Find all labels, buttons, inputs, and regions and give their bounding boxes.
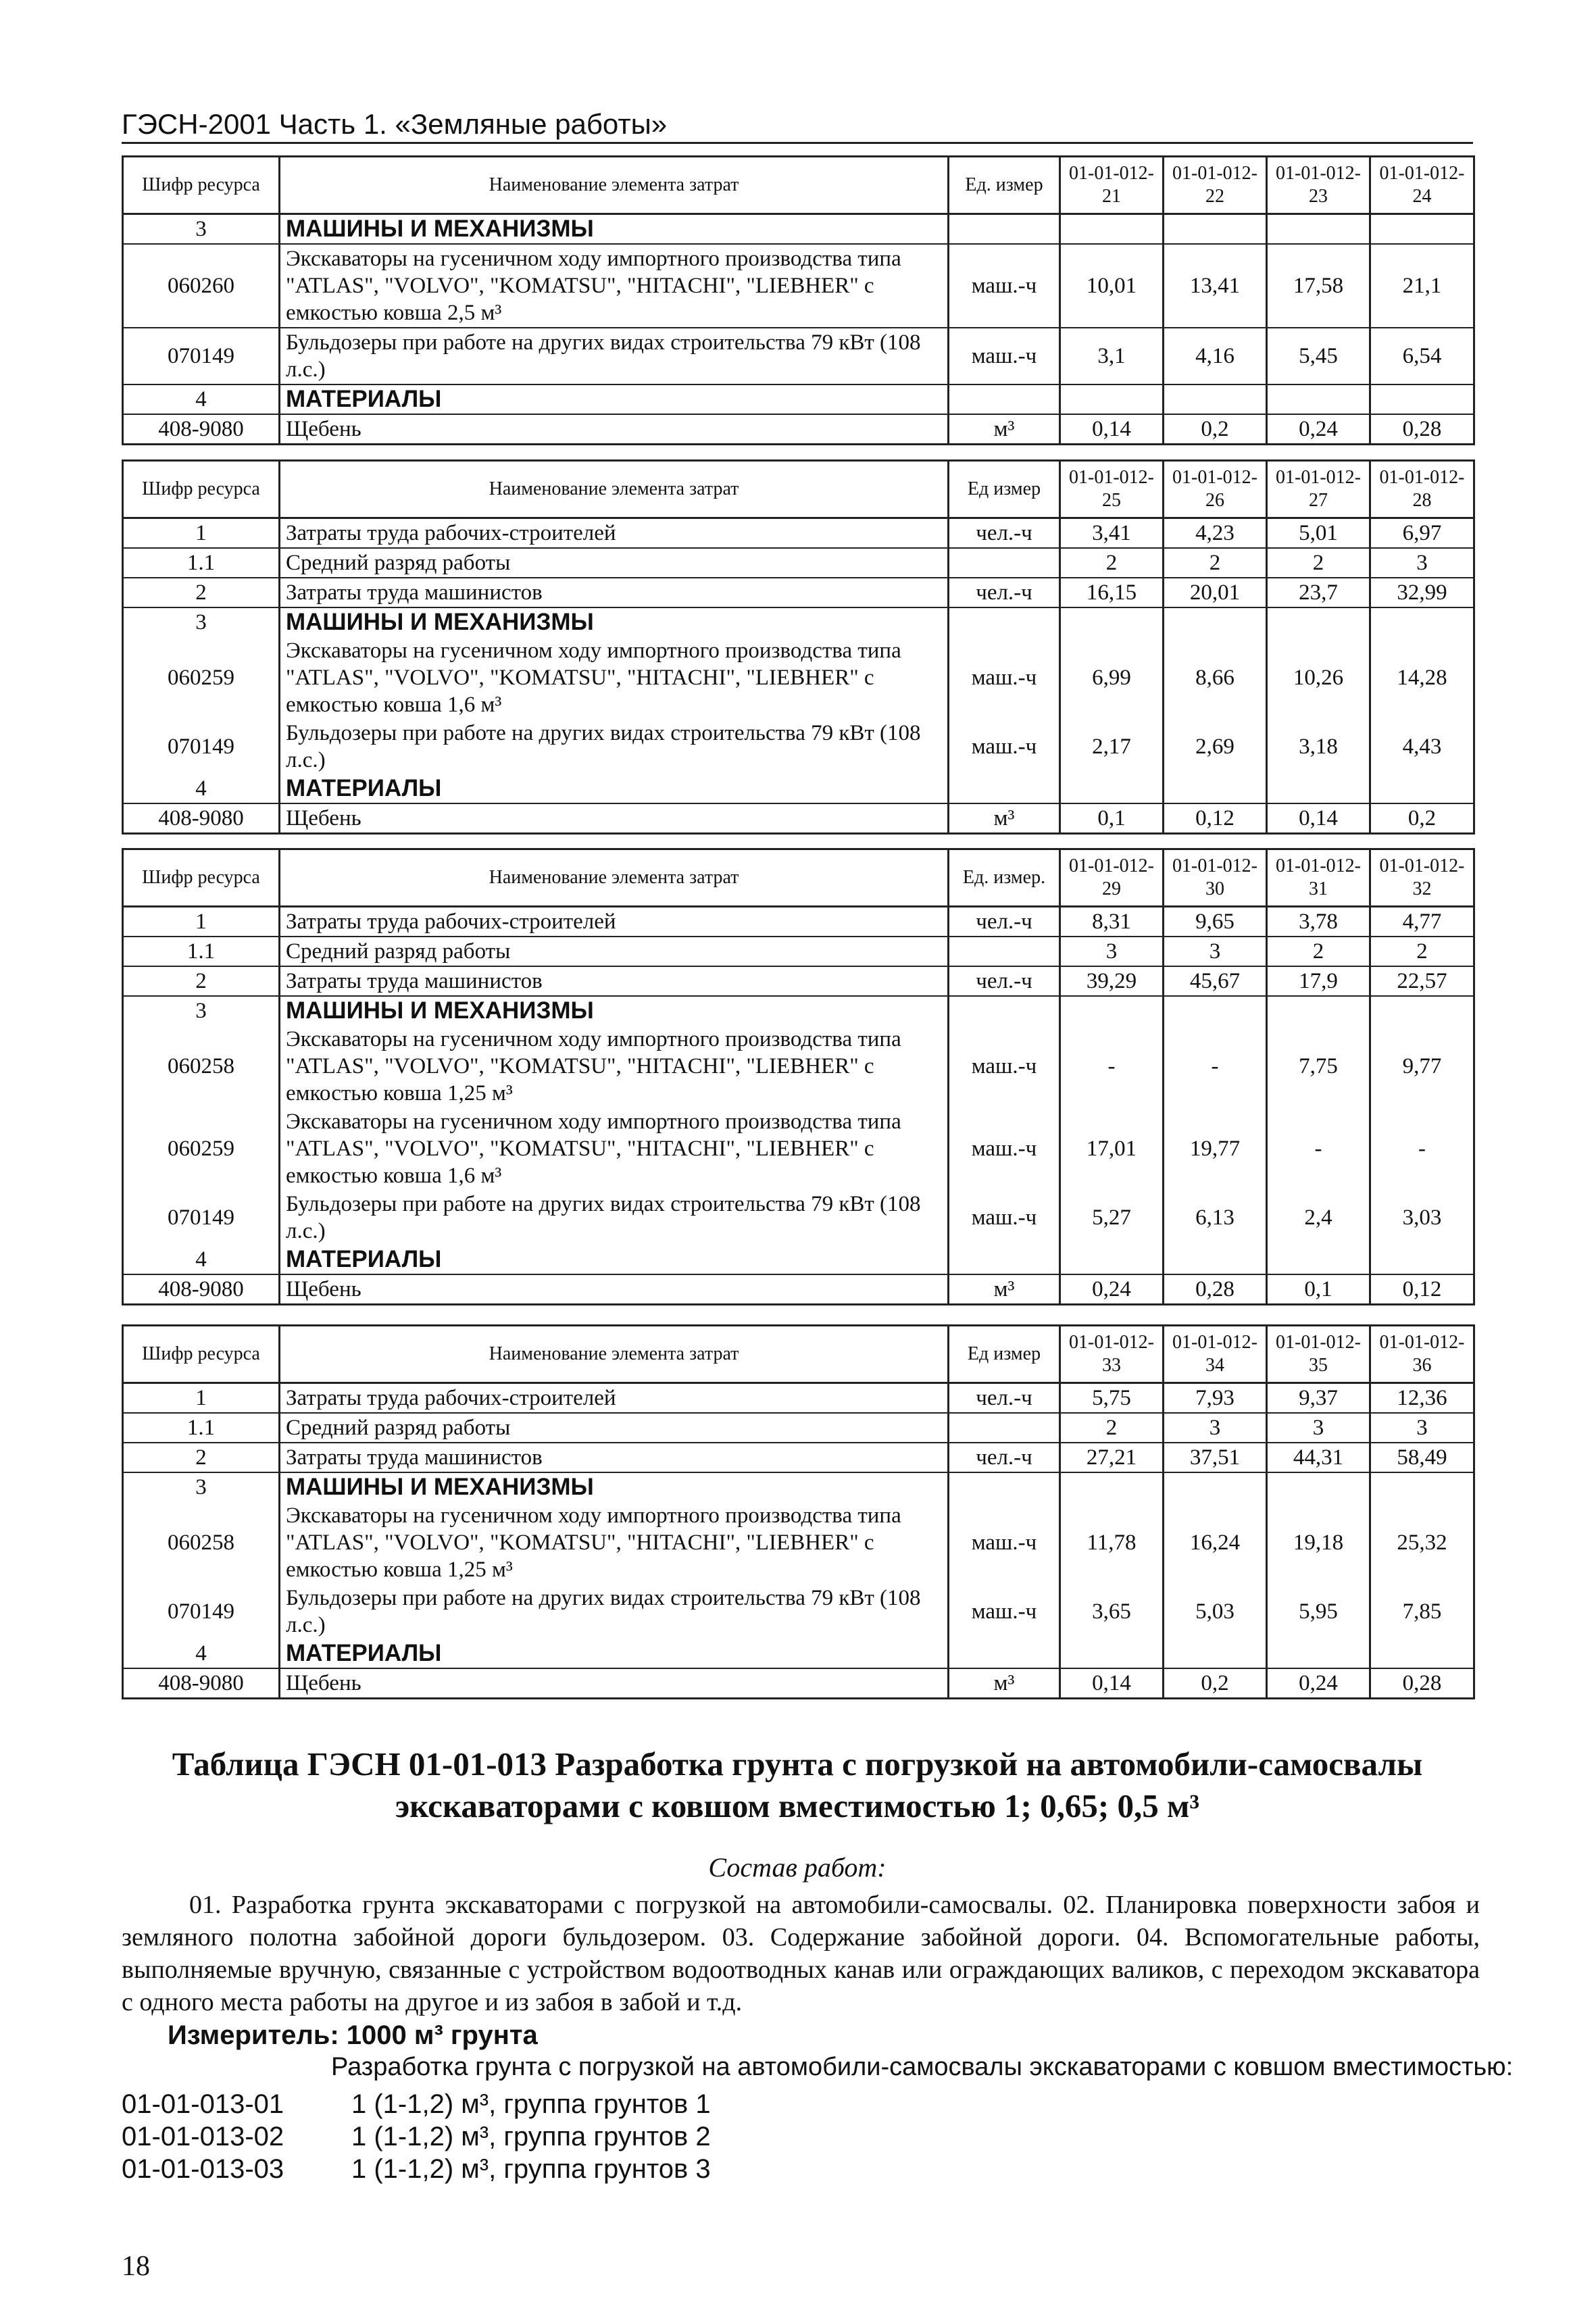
value-cell bbox=[1164, 1245, 1267, 1274]
value-cell: 10,01 bbox=[1060, 244, 1164, 328]
table-row bbox=[123, 384, 1474, 414]
unit-cell bbox=[949, 1245, 1060, 1274]
category-heading-cell: МАШИНЫ И МЕХАНИЗМЫ bbox=[280, 996, 949, 1025]
unit-cell bbox=[949, 1472, 1060, 1501]
value-cell bbox=[1370, 774, 1474, 803]
table-row bbox=[123, 1668, 1474, 1699]
column-header-rate: 01-01-012-28 bbox=[1370, 461, 1474, 518]
value-cell bbox=[1267, 384, 1370, 414]
value-cell: 4,23 bbox=[1164, 518, 1267, 549]
unit-cell bbox=[949, 607, 1060, 637]
resource-code-cell: 4 bbox=[123, 1245, 280, 1274]
value-cell: 3 bbox=[1164, 1413, 1267, 1443]
resource-name-cell: Затраты труда машинистов bbox=[280, 578, 949, 607]
table-row bbox=[123, 548, 1474, 578]
resource-code-cell: 2 bbox=[123, 1443, 280, 1472]
value-cell bbox=[1267, 996, 1370, 1025]
column-header-unit: Ед измер bbox=[949, 461, 1060, 518]
value-cell: 6,13 bbox=[1164, 1190, 1267, 1245]
value-cell bbox=[1164, 384, 1267, 414]
value-cell: 0,28 bbox=[1164, 1274, 1267, 1305]
column-header-code: Шифр ресурса bbox=[123, 1326, 280, 1383]
value-cell bbox=[1370, 214, 1474, 245]
resource-code-cell: 1.1 bbox=[123, 548, 280, 578]
unit-cell bbox=[949, 214, 1060, 245]
resource-code-cell: 408-9080 bbox=[123, 803, 280, 834]
column-header-rate: 01-01-012-27 bbox=[1267, 461, 1370, 518]
resource-code-cell: 408-9080 bbox=[123, 1668, 280, 1699]
table-row bbox=[123, 774, 1474, 803]
value-cell: 0,14 bbox=[1060, 1668, 1164, 1699]
value-cell: 3,03 bbox=[1370, 1190, 1474, 1245]
resource-code-cell: 2 bbox=[123, 966, 280, 996]
category-heading-cell: МАТЕРИАЛЫ bbox=[280, 774, 949, 803]
unit-cell: м³ bbox=[949, 803, 1060, 834]
rate-line bbox=[122, 2089, 711, 2120]
value-cell: - bbox=[1267, 1107, 1370, 1190]
value-cell bbox=[1060, 774, 1164, 803]
table-row bbox=[123, 1501, 1474, 1584]
unit-cell: м³ bbox=[949, 1668, 1060, 1699]
resource-table bbox=[122, 1324, 1475, 1699]
table-row bbox=[123, 966, 1474, 996]
resource-name-cell: Экскаваторы на гусеничном ходу импортного производства типа "ATLAS", "VOLVO", "KOMATSU", "HITACHI", "LIEBHER" с емкостью ковша 2,5 м³ bbox=[280, 244, 949, 328]
value-cell bbox=[1370, 996, 1474, 1025]
table-row bbox=[123, 1274, 1474, 1305]
value-cell: 2,4 bbox=[1267, 1190, 1370, 1245]
value-cell bbox=[1267, 774, 1370, 803]
unit-cell bbox=[949, 384, 1060, 414]
resource-code-cell: 4 bbox=[123, 774, 280, 803]
rate-line bbox=[122, 2154, 711, 2185]
resource-code-cell: 060259 bbox=[123, 637, 280, 719]
rate-code: 01-01-013-03 bbox=[122, 2154, 284, 2184]
value-cell bbox=[1164, 1639, 1267, 1668]
value-cell: 23,7 bbox=[1267, 578, 1370, 607]
value-cell: 7,93 bbox=[1164, 1383, 1267, 1414]
value-cell: 10,26 bbox=[1267, 637, 1370, 719]
value-cell: 3,41 bbox=[1060, 518, 1164, 549]
unit-cell: маш.-ч bbox=[949, 637, 1060, 719]
rate-text: 1 (1-1,2) м³, группа грунтов 2 bbox=[351, 2122, 711, 2151]
table-row bbox=[123, 1472, 1474, 1501]
table-row bbox=[123, 607, 1474, 637]
value-cell: 0,28 bbox=[1370, 1668, 1474, 1699]
value-cell: 21,1 bbox=[1370, 244, 1474, 328]
value-cell: 9,77 bbox=[1370, 1025, 1474, 1107]
value-cell bbox=[1370, 607, 1474, 637]
resource-name-cell: Бульдозеры при работе на других видах строительства 79 кВт (108 л.с.) bbox=[280, 719, 949, 774]
value-cell: 45,67 bbox=[1164, 966, 1267, 996]
table-row bbox=[123, 1245, 1474, 1274]
value-cell: 14,28 bbox=[1370, 637, 1474, 719]
unit-cell: м³ bbox=[949, 414, 1060, 445]
resource-code-cell: 060260 bbox=[123, 244, 280, 328]
value-cell: 20,01 bbox=[1164, 578, 1267, 607]
value-cell: 8,31 bbox=[1060, 907, 1164, 937]
resource-name-cell: Средний разряд работы bbox=[280, 548, 949, 578]
column-header-rate: 01-01-012-25 bbox=[1060, 461, 1164, 518]
column-header-code: Шифр ресурса bbox=[123, 157, 280, 214]
value-cell: 16,15 bbox=[1060, 578, 1164, 607]
value-cell: 5,45 bbox=[1267, 328, 1370, 384]
table-row bbox=[123, 1190, 1474, 1245]
value-cell bbox=[1370, 384, 1474, 414]
resource-code-cell: 070149 bbox=[123, 719, 280, 774]
value-cell: 37,51 bbox=[1164, 1443, 1267, 1472]
value-cell: 3 bbox=[1164, 937, 1267, 966]
value-cell bbox=[1267, 1245, 1370, 1274]
resource-name-cell: Бульдозеры при работе на других видах строительства 79 кВт (108 л.с.) bbox=[280, 1584, 949, 1639]
value-cell: 5,75 bbox=[1060, 1383, 1164, 1414]
value-cell bbox=[1267, 214, 1370, 245]
resource-name-cell: Щебень bbox=[280, 414, 949, 445]
value-cell: 19,77 bbox=[1164, 1107, 1267, 1190]
resource-code-cell: 060258 bbox=[123, 1501, 280, 1584]
table-header-row bbox=[123, 157, 1474, 214]
value-cell: 3 bbox=[1060, 937, 1164, 966]
unit-cell: маш.-ч bbox=[949, 1107, 1060, 1190]
value-cell: 44,31 bbox=[1267, 1443, 1370, 1472]
value-cell: 4,77 bbox=[1370, 907, 1474, 937]
unit-cell: м³ bbox=[949, 1274, 1060, 1305]
value-cell: 2 bbox=[1370, 937, 1474, 966]
column-header-name: Наименование элемента затрат bbox=[280, 461, 949, 518]
resource-name-cell: Затраты труда рабочих-строителей bbox=[280, 907, 949, 937]
meter-line: Измеритель: 1000 м³ грунта bbox=[168, 2020, 538, 2050]
resource-code-cell: 1.1 bbox=[123, 1413, 280, 1443]
value-cell: 0,1 bbox=[1060, 803, 1164, 834]
rate-line bbox=[122, 2122, 711, 2152]
resource-name-cell: Затраты труда рабочих-строителей bbox=[280, 518, 949, 549]
column-header-rate: 01-01-012-26 bbox=[1164, 461, 1267, 518]
unit-cell: маш.-ч bbox=[949, 719, 1060, 774]
resource-name-cell: Экскаваторы на гусеничном ходу импортного производства типа "ATLAS", "VOLVO", "KOMATSU", "HITACHI", "LIEBHER" с емкостью ковша 1,25 м³ bbox=[280, 1025, 949, 1107]
column-header-rate: 01-01-012-33 bbox=[1060, 1326, 1164, 1383]
value-cell bbox=[1164, 774, 1267, 803]
unit-cell bbox=[949, 1639, 1060, 1668]
table-header-row bbox=[123, 1326, 1474, 1383]
composition-text: 01. Разработка грунта экскаваторами с погрузкой на автомобили-самосвалы. 02. Планировка поверхности забоя и земляного полотна забойной дороги бульдозером. 03. Содержание забойной дороги. 04. Вспомогательные работы, выполняемые вручную, связанные с устройством водоотводных канав или ограждающих валиков, с переходом экскаватора с одного места работы на другое и из забоя в забой и т.д. bbox=[122, 1891, 1480, 2016]
column-header-name: Наименование элемента затрат bbox=[280, 157, 949, 214]
value-cell: 5,27 bbox=[1060, 1190, 1164, 1245]
value-cell: 7,75 bbox=[1267, 1025, 1370, 1107]
resource-code-cell: 1 bbox=[123, 907, 280, 937]
value-cell: 2,17 bbox=[1060, 719, 1164, 774]
value-cell: 25,32 bbox=[1370, 1501, 1474, 1584]
value-cell: 4,43 bbox=[1370, 719, 1474, 774]
value-cell: 2 bbox=[1267, 937, 1370, 966]
page-number: 18 bbox=[122, 2251, 150, 2282]
value-cell: 11,78 bbox=[1060, 1501, 1164, 1584]
table-row bbox=[123, 1383, 1474, 1414]
table-row bbox=[123, 1107, 1474, 1190]
table-row bbox=[123, 1639, 1474, 1668]
unit-cell: чел.-ч bbox=[949, 518, 1060, 549]
value-cell bbox=[1060, 384, 1164, 414]
column-header-rate: 01-01-012-24 bbox=[1370, 157, 1474, 214]
column-header-rate: 01-01-012-21 bbox=[1060, 157, 1164, 214]
value-cell: - bbox=[1370, 1107, 1474, 1190]
table-row bbox=[123, 996, 1474, 1025]
value-cell: 17,9 bbox=[1267, 966, 1370, 996]
value-cell: 3 bbox=[1370, 548, 1474, 578]
value-cell: 39,29 bbox=[1060, 966, 1164, 996]
column-header-rate: 01-01-012-23 bbox=[1267, 157, 1370, 214]
table-row bbox=[123, 719, 1474, 774]
value-cell: 6,99 bbox=[1060, 637, 1164, 719]
value-cell: 3,18 bbox=[1267, 719, 1370, 774]
value-cell: 2 bbox=[1267, 548, 1370, 578]
column-header-code: Шифр ресурса bbox=[123, 849, 280, 907]
unit-cell: чел.-ч bbox=[949, 1383, 1060, 1414]
unit-cell: маш.-ч bbox=[949, 244, 1060, 328]
unit-cell: чел.-ч bbox=[949, 966, 1060, 996]
unit-cell: чел.-ч bbox=[949, 907, 1060, 937]
column-header-rate: 01-01-012-34 bbox=[1164, 1326, 1267, 1383]
value-cell bbox=[1060, 214, 1164, 245]
rates-intro: Разработка грунта с погрузкой на автомобили-самосвалы экскаваторами с ковшом вместимостью: bbox=[331, 2053, 1514, 2081]
unit-cell: маш.-ч bbox=[949, 1584, 1060, 1639]
value-cell bbox=[1060, 607, 1164, 637]
value-cell: 17,01 bbox=[1060, 1107, 1164, 1190]
value-cell: 9,37 bbox=[1267, 1383, 1370, 1414]
resource-code-cell: 3 bbox=[123, 996, 280, 1025]
value-cell: 3,78 bbox=[1267, 907, 1370, 937]
value-cell bbox=[1370, 1472, 1474, 1501]
value-cell bbox=[1164, 607, 1267, 637]
value-cell: 19,18 bbox=[1267, 1501, 1370, 1584]
resource-name-cell: Затраты труда рабочих-строителей bbox=[280, 1383, 949, 1414]
resource-name-cell: Экскаваторы на гусеничном ходу импортного производства типа "ATLAS", "VOLVO", "KOMATSU", "HITACHI", "LIEBHER" с емкостью ковша 1,6 м³ bbox=[280, 637, 949, 719]
resource-code-cell: 060258 bbox=[123, 1025, 280, 1107]
value-cell bbox=[1370, 1639, 1474, 1668]
resource-code-cell: 070149 bbox=[123, 328, 280, 384]
resource-table bbox=[122, 155, 1475, 445]
table-row bbox=[123, 637, 1474, 719]
resource-name-cell: Экскаваторы на гусеничном ходу импортного производства типа "ATLAS", "VOLVO", "KOMATSU", "HITACHI", "LIEBHER" с емкостью ковша 1,25 м³ bbox=[280, 1501, 949, 1584]
resource-code-cell: 3 bbox=[123, 607, 280, 637]
resource-code-cell: 060259 bbox=[123, 1107, 280, 1190]
value-cell: 6,97 bbox=[1370, 518, 1474, 549]
column-header-rate: 01-01-012-32 bbox=[1370, 849, 1474, 907]
resource-code-cell: 408-9080 bbox=[123, 1274, 280, 1305]
resource-name-cell: Затраты труда машинистов bbox=[280, 1443, 949, 1472]
resource-name-cell: Бульдозеры при работе на других видах строительства 79 кВт (108 л.с.) bbox=[280, 328, 949, 384]
composition-label: Состав работ: bbox=[708, 1852, 887, 1883]
value-cell: 0,14 bbox=[1060, 414, 1164, 445]
value-cell: 0,14 bbox=[1267, 803, 1370, 834]
column-header-name: Наименование элемента затрат bbox=[280, 849, 949, 907]
unit-cell: чел.-ч bbox=[949, 1443, 1060, 1472]
resource-name-cell: Затраты труда машинистов bbox=[280, 966, 949, 996]
table-header-row bbox=[123, 849, 1474, 907]
value-cell: 7,85 bbox=[1370, 1584, 1474, 1639]
category-heading-cell: МАТЕРИАЛЫ bbox=[280, 1245, 949, 1274]
table-row bbox=[123, 214, 1474, 245]
value-cell: 13,41 bbox=[1164, 244, 1267, 328]
value-cell bbox=[1267, 607, 1370, 637]
value-cell: 4,16 bbox=[1164, 328, 1267, 384]
value-cell: 0,2 bbox=[1164, 1668, 1267, 1699]
column-header-rate: 01-01-012-35 bbox=[1267, 1326, 1370, 1383]
resource-code-cell: 4 bbox=[123, 1639, 280, 1668]
section-title: Таблица ГЭСН 01-01-013 Разработка грунта с погрузкой на автомобили-самосвалы экскаваторами с ковшом вместимостью 1; 0,65; 0,5 м³ bbox=[172, 1745, 1423, 1824]
resource-code-cell: 3 bbox=[123, 1472, 280, 1501]
column-header-rate: 01-01-012-31 bbox=[1267, 849, 1370, 907]
column-header-unit: Ед. измер. bbox=[949, 849, 1060, 907]
resource-table bbox=[122, 459, 1475, 835]
column-header-code: Шифр ресурса bbox=[123, 461, 280, 518]
value-cell bbox=[1164, 214, 1267, 245]
column-header-rate: 01-01-012-22 bbox=[1164, 157, 1267, 214]
resource-code-cell: 2 bbox=[123, 578, 280, 607]
resource-code-cell: 4 bbox=[123, 384, 280, 414]
category-heading-cell: МАШИНЫ И МЕХАНИЗМЫ bbox=[280, 214, 949, 245]
value-cell: 0,24 bbox=[1267, 414, 1370, 445]
column-header-unit: Ед. измер bbox=[949, 157, 1060, 214]
value-cell: 32,99 bbox=[1370, 578, 1474, 607]
unit-cell: чел.-ч bbox=[949, 578, 1060, 607]
rate-code: 01-01-013-02 bbox=[122, 2122, 284, 2151]
value-cell: 22,57 bbox=[1370, 966, 1474, 996]
value-cell: - bbox=[1060, 1025, 1164, 1107]
value-cell bbox=[1060, 1472, 1164, 1501]
value-cell: 3,65 bbox=[1060, 1584, 1164, 1639]
value-cell: 0,1 bbox=[1267, 1274, 1370, 1305]
table-row bbox=[123, 328, 1474, 384]
rate-text: 1 (1-1,2) м³, группа грунтов 1 bbox=[351, 2089, 711, 2119]
value-cell: 0,2 bbox=[1370, 803, 1474, 834]
table-row bbox=[123, 414, 1474, 445]
resource-code-cell: 070149 bbox=[123, 1584, 280, 1639]
rate-code: 01-01-013-01 bbox=[122, 2089, 284, 2119]
column-header-rate: 01-01-012-36 bbox=[1370, 1326, 1474, 1383]
resource-name-cell: Средний разряд работы bbox=[280, 937, 949, 966]
value-cell: 2 bbox=[1060, 548, 1164, 578]
value-cell: 3,1 bbox=[1060, 328, 1164, 384]
resource-name-cell: Средний разряд работы bbox=[280, 1413, 949, 1443]
resource-code-cell: 1.1 bbox=[123, 937, 280, 966]
value-cell: 16,24 bbox=[1164, 1501, 1267, 1584]
unit-cell: маш.-ч bbox=[949, 1501, 1060, 1584]
table-row bbox=[123, 578, 1474, 607]
unit-cell bbox=[949, 1413, 1060, 1443]
value-cell: 2 bbox=[1164, 548, 1267, 578]
value-cell: 8,66 bbox=[1164, 637, 1267, 719]
column-header-unit: Ед измер bbox=[949, 1326, 1060, 1383]
unit-cell: маш.-ч bbox=[949, 1190, 1060, 1245]
value-cell bbox=[1164, 996, 1267, 1025]
unit-cell bbox=[949, 937, 1060, 966]
value-cell: - bbox=[1164, 1025, 1267, 1107]
value-cell bbox=[1060, 1639, 1164, 1668]
value-cell bbox=[1060, 1245, 1164, 1274]
value-cell: 27,21 bbox=[1060, 1443, 1164, 1472]
category-heading-cell: МАТЕРИАЛЫ bbox=[280, 1639, 949, 1668]
value-cell: 0,28 bbox=[1370, 414, 1474, 445]
table-row bbox=[123, 1584, 1474, 1639]
value-cell: 5,95 bbox=[1267, 1584, 1370, 1639]
table-row bbox=[123, 803, 1474, 834]
table-row bbox=[123, 937, 1474, 966]
resource-code-cell: 3 bbox=[123, 214, 280, 245]
value-cell: 0,2 bbox=[1164, 414, 1267, 445]
table-row bbox=[123, 518, 1474, 549]
resource-name-cell: Бульдозеры при работе на других видах строительства 79 кВт (108 л.с.) bbox=[280, 1190, 949, 1245]
value-cell: 6,54 bbox=[1370, 328, 1474, 384]
value-cell: 9,65 bbox=[1164, 907, 1267, 937]
resource-name-cell: Щебень bbox=[280, 803, 949, 834]
value-cell: 2,69 bbox=[1164, 719, 1267, 774]
column-header-rate: 01-01-012-30 bbox=[1164, 849, 1267, 907]
unit-cell bbox=[949, 774, 1060, 803]
unit-cell bbox=[949, 996, 1060, 1025]
value-cell: 0,24 bbox=[1267, 1668, 1370, 1699]
value-cell bbox=[1060, 996, 1164, 1025]
value-cell bbox=[1267, 1639, 1370, 1668]
rate-text: 1 (1-1,2) м³, группа грунтов 3 bbox=[351, 2154, 711, 2184]
category-heading-cell: МАТЕРИАЛЫ bbox=[280, 384, 949, 414]
value-cell: 3 bbox=[1267, 1413, 1370, 1443]
unit-cell: маш.-ч bbox=[949, 1025, 1060, 1107]
table-row bbox=[123, 1413, 1474, 1443]
category-heading-cell: МАШИНЫ И МЕХАНИЗМЫ bbox=[280, 1472, 949, 1501]
resource-code-cell: 408-9080 bbox=[123, 414, 280, 445]
value-cell: 5,03 bbox=[1164, 1584, 1267, 1639]
value-cell: 17,58 bbox=[1267, 244, 1370, 328]
column-header-name: Наименование элемента затрат bbox=[280, 1326, 949, 1383]
resource-code-cell: 1 bbox=[123, 1383, 280, 1414]
value-cell: 2 bbox=[1060, 1413, 1164, 1443]
value-cell: 5,01 bbox=[1267, 518, 1370, 549]
resource-name-cell: Экскаваторы на гусеничном ходу импортного производства типа "ATLAS", "VOLVO", "KOMATSU", "HITACHI", "LIEBHER" с емкостью ковша 1,6 м³ bbox=[280, 1107, 949, 1190]
table-header-row bbox=[123, 461, 1474, 518]
value-cell: 3 bbox=[1370, 1413, 1474, 1443]
header-rule bbox=[122, 142, 1473, 144]
table-row bbox=[123, 244, 1474, 328]
resource-table bbox=[122, 848, 1475, 1305]
value-cell: 0,12 bbox=[1370, 1274, 1474, 1305]
category-heading-cell: МАШИНЫ И МЕХАНИЗМЫ bbox=[280, 607, 949, 637]
table-row bbox=[123, 1443, 1474, 1472]
unit-cell bbox=[949, 548, 1060, 578]
value-cell: 58,49 bbox=[1370, 1443, 1474, 1472]
resource-code-cell: 070149 bbox=[123, 1190, 280, 1245]
value-cell: 0,24 bbox=[1060, 1274, 1164, 1305]
value-cell bbox=[1164, 1472, 1267, 1501]
table-row bbox=[123, 1025, 1474, 1107]
table-row bbox=[123, 907, 1474, 937]
unit-cell: маш.-ч bbox=[949, 328, 1060, 384]
resource-name-cell: Щебень bbox=[280, 1274, 949, 1305]
value-cell: 12,36 bbox=[1370, 1383, 1474, 1414]
value-cell bbox=[1267, 1472, 1370, 1501]
resource-name-cell: Щебень bbox=[280, 1668, 949, 1699]
column-header-rate: 01-01-012-29 bbox=[1060, 849, 1164, 907]
running-header: ГЭСН-2001 Часть 1. «Земляные работы» bbox=[122, 108, 668, 140]
value-cell bbox=[1370, 1245, 1474, 1274]
resource-code-cell: 1 bbox=[123, 518, 280, 549]
value-cell: 0,12 bbox=[1164, 803, 1267, 834]
